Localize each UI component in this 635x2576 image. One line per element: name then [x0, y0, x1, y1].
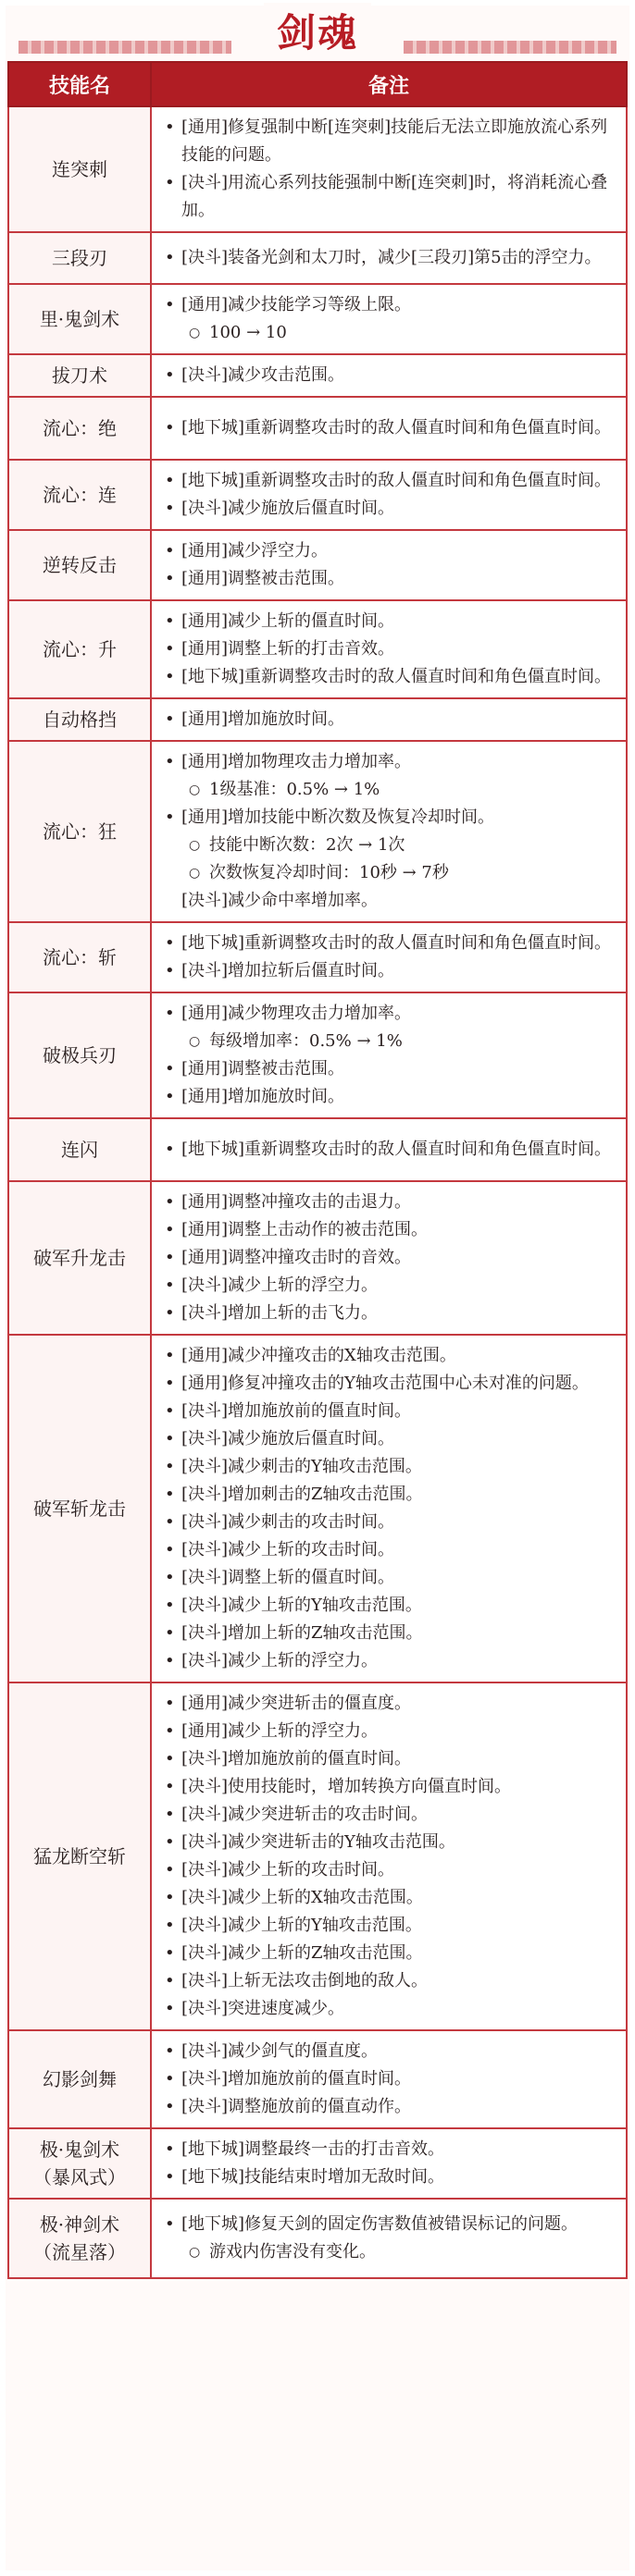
note-text: [通用]增加技能中断次数及恢复冷却时间。 — [181, 807, 495, 827]
note-item — [181, 706, 615, 733]
title-decoration-left — [19, 41, 231, 54]
table-row — [8, 232, 627, 284]
note-item — [181, 930, 615, 957]
note-item — [181, 1829, 615, 1856]
skill-notes — [151, 922, 627, 992]
note-item — [181, 414, 615, 442]
table-row — [8, 2128, 627, 2199]
note-text: [地下城]重新调整攻击时的敌人僵直时间和角色僵直时间。 — [181, 1140, 612, 1159]
note-text: [决斗]增加施放前的僵直时间。 — [181, 1401, 412, 1421]
title-bar — [0, 0, 635, 61]
skill-name: 极·鬼剑术 （暴风式） — [8, 2128, 151, 2199]
note-list — [161, 414, 615, 442]
note-text: [决斗]减少剑气的僵直度。 — [181, 2041, 379, 2061]
skill-name: 破军斩龙击 — [8, 1335, 151, 1682]
note-text: [通用]增加施放时间。 — [181, 709, 345, 729]
sub-note-item: ○ 100 → 10 — [209, 319, 615, 347]
page-title: 剑魂 — [264, 3, 371, 58]
note-item — [181, 1342, 615, 1370]
table-row — [8, 1181, 627, 1335]
table-row — [8, 460, 627, 530]
note-text: [通用]调整被击范围。 — [181, 569, 345, 588]
note-item — [181, 1000, 615, 1055]
note-item — [181, 1272, 615, 1300]
note-text: [决斗]减少施放后僵直时间。 — [181, 499, 395, 518]
note-list — [161, 467, 615, 523]
skill-name: 自动格挡 — [8, 698, 151, 741]
skill-name: 流心：连 — [8, 460, 151, 530]
skill-notes — [151, 1335, 627, 1682]
note-text: [决斗]减少刺击的攻击时间。 — [181, 1512, 395, 1532]
table-row — [8, 2199, 627, 2278]
sub-note-item: ○ 游戏内伤害没有变化。 — [209, 2238, 615, 2266]
note-item — [181, 804, 615, 887]
note-text: [决斗]减少上斩的X轴攻击范围。 — [181, 1888, 423, 1907]
note-text: [地下城]调整最终一击的打击音效。 — [181, 2139, 445, 2159]
sub-note-list — [181, 2238, 615, 2266]
skill-notes — [151, 698, 627, 741]
sub-note-list — [181, 776, 615, 804]
note-list — [161, 114, 615, 225]
note-item — [181, 957, 615, 985]
note-text: [决斗]上斩无法攻击倒地的敌人。 — [181, 1971, 429, 1991]
note-item — [181, 1536, 615, 1564]
header-notes: 备注 — [151, 62, 627, 106]
note-text: [地下城]重新调整攻击时的敌人僵直时间和角色僵直时间。 — [181, 471, 612, 490]
note-text: [通用]减少浮空力。 — [181, 541, 329, 561]
skill-notes — [151, 284, 627, 354]
note-text: [决斗]增加刺击的Z轴攻击范围。 — [181, 1485, 423, 1504]
note-text: [通用]增加施放时间。 — [181, 1087, 345, 1106]
note-item — [181, 1370, 615, 1398]
note-list — [161, 291, 615, 347]
note-item — [181, 1136, 615, 1164]
note-item — [181, 1801, 615, 1829]
skill-notes — [151, 232, 627, 284]
note-text: [地下城]重新调整攻击时的敌人僵直时间和角色僵直时间。 — [181, 667, 612, 686]
skill-notes — [151, 354, 627, 397]
note-item — [181, 1647, 615, 1675]
note-item — [181, 114, 615, 169]
note-list — [161, 1342, 615, 1675]
note-text: [通用]减少上斩的僵直时间。 — [181, 611, 395, 631]
skill-name: 猛龙断空斩 — [8, 1682, 151, 2030]
note-list — [161, 1000, 615, 1111]
table-row — [8, 106, 627, 232]
note-item — [181, 663, 615, 691]
note-item — [181, 2065, 615, 2093]
note-text: [决斗]减少上斩的浮空力。 — [181, 1651, 379, 1670]
table-row — [8, 922, 627, 992]
note-item — [181, 1592, 615, 1620]
note-list — [161, 362, 615, 389]
note-item — [181, 1967, 615, 1995]
note-item — [181, 291, 615, 347]
sub-note-item: ○ 每级增加率：0.5% → 1% — [209, 1028, 615, 1055]
skill-notes — [151, 2128, 627, 2199]
note-item — [181, 1189, 615, 1216]
note-list — [161, 2038, 615, 2121]
sub-note-list — [181, 319, 615, 347]
note-text: [决斗]增加上斩的Z轴攻击范围。 — [181, 1623, 423, 1643]
title-decoration-right — [404, 41, 616, 54]
skill-notes — [151, 397, 627, 460]
note-item — [181, 1398, 615, 1425]
skill-name: 破军升龙击 — [8, 1181, 151, 1335]
skill-name: 极·神剑术 （流星落） — [8, 2199, 151, 2278]
note-text: [地下城]技能结束时增加无敌时间。 — [181, 2167, 445, 2187]
note-text: [通用]减少物理攻击力增加率。 — [181, 1004, 412, 1023]
sub-note-list — [181, 1028, 615, 1055]
note-list — [161, 1690, 615, 2023]
table-row — [8, 2030, 627, 2128]
note-text: [通用]调整被击范围。 — [181, 1059, 345, 1078]
note-text: [决斗]增加施放前的僵直时间。 — [181, 2069, 412, 2089]
note-item — [181, 2211, 615, 2266]
note-text: [决斗]增加拉斩后僵直时间。 — [181, 961, 395, 980]
table-row — [8, 698, 627, 741]
note-item — [181, 1055, 615, 1083]
note-item — [181, 495, 615, 523]
skill-notes — [151, 106, 627, 232]
note-text: [决斗]减少刺击的Y轴攻击范围。 — [181, 1457, 422, 1476]
sub-note-list — [181, 832, 615, 887]
skill-name: 流心：绝 — [8, 397, 151, 460]
note-text: [通用]减少上斩的浮空力。 — [181, 1721, 379, 1741]
note-text: [决斗]减少上斩的Z轴攻击范围。 — [181, 1943, 423, 1963]
skill-name: 三段刃 — [8, 232, 151, 284]
skill-notes — [151, 2030, 627, 2128]
note-text: [通用]调整上斩的打击音效。 — [181, 639, 395, 659]
note-item — [181, 608, 615, 635]
note-item — [181, 1453, 615, 1481]
note-item — [181, 537, 615, 565]
note-item — [181, 2136, 615, 2163]
note-text-plain: [决斗]减少命中率增加率。 — [181, 891, 379, 910]
note-item — [181, 1244, 615, 1272]
note-text: [决斗]装备光剑和太刀时，减少[三段刃]第5击的浮空力。 — [181, 248, 602, 267]
note-text: [通用]减少技能学习等级上限。 — [181, 295, 412, 314]
note-item — [181, 1745, 615, 1773]
note-text: [决斗]突进速度减少。 — [181, 1999, 345, 2018]
note-item — [181, 1481, 615, 1509]
note-item — [181, 565, 615, 593]
note-item — [181, 1690, 615, 1718]
note-list — [161, 930, 615, 985]
sub-note-item: ○ 1级基准：0.5% → 1% — [209, 776, 615, 804]
skill-name: 幻影剑舞 — [8, 2030, 151, 2128]
note-item — [181, 1912, 615, 1940]
note-list — [161, 2211, 615, 2266]
note-text: [通用]修复冲撞攻击的Y轴攻击范围中心未对准的问题。 — [181, 1374, 589, 1393]
note-list — [161, 244, 615, 272]
note-item — [181, 1564, 615, 1592]
note-text: [决斗]减少突进斩击的Y轴攻击范围。 — [181, 1832, 455, 1852]
note-list — [161, 748, 615, 887]
table-header-row — [8, 62, 627, 106]
note-text: [决斗]减少施放后僵直时间。 — [181, 1429, 395, 1448]
skill-name: 里·鬼剑术 — [8, 284, 151, 354]
note-text: [通用]减少突进斩击的僵直度。 — [181, 1694, 412, 1713]
skill-name: 逆转反击 — [8, 530, 151, 600]
skill-notes-table — [7, 61, 628, 2279]
note-list — [161, 537, 615, 593]
skill-notes — [151, 2199, 627, 2278]
note-text: [通用]修复强制中断[连突刺]技能后无法立即施放流心系列技能的问题。 — [181, 117, 608, 165]
note-text: [地下城]重新调整攻击时的敌人僵直时间和角色僵直时间。 — [181, 933, 612, 953]
sub-note-item: ○ 次数恢复冷却时间：10秒 → 7秒 — [209, 859, 615, 887]
skill-name: 拔刀术 — [8, 354, 151, 397]
note-list — [161, 706, 615, 733]
skill-notes — [151, 1682, 627, 2030]
table-row — [8, 354, 627, 397]
note-text: [决斗]减少上斩的攻击时间。 — [181, 1540, 395, 1559]
note-text: [决斗]调整施放前的僵直动作。 — [181, 2097, 412, 2116]
note-list — [161, 1189, 615, 1327]
skill-notes — [151, 992, 627, 1118]
note-list — [161, 608, 615, 691]
skill-notes — [151, 460, 627, 530]
note-item — [181, 467, 615, 495]
skill-name: 流心：斩 — [8, 922, 151, 992]
note-item — [181, 244, 615, 272]
note-item — [181, 169, 615, 225]
skill-name: 破极兵刃 — [8, 992, 151, 1118]
note-item — [181, 1620, 615, 1647]
note-text: [决斗]减少上斩的攻击时间。 — [181, 1860, 395, 1880]
note-item — [181, 362, 615, 389]
skill-notes — [151, 530, 627, 600]
table-row — [8, 992, 627, 1118]
note-list — [161, 2136, 615, 2191]
skill-name: 连突刺 — [8, 106, 151, 232]
note-text: [决斗]增加施放前的僵直时间。 — [181, 1749, 412, 1769]
table-row — [8, 530, 627, 600]
note-text: [通用]减少冲撞攻击的X轴攻击范围。 — [181, 1346, 456, 1365]
note-item — [181, 1995, 615, 2023]
note-text: [决斗]减少突进斩击的攻击时间。 — [181, 1805, 429, 1824]
table-row — [8, 600, 627, 698]
note-text: [决斗]使用技能时，增加转换方向僵直时间。 — [181, 1777, 512, 1796]
skill-notes — [151, 1181, 627, 1335]
note-item — [181, 1083, 615, 1111]
note-text: [决斗]减少攻击范围。 — [181, 365, 345, 385]
note-text: [通用]增加物理攻击力增加率。 — [181, 752, 412, 771]
skill-name: 流心：狂 — [8, 741, 151, 922]
note-text: [决斗]增加上斩的击飞力。 — [181, 1303, 379, 1323]
table-row — [8, 284, 627, 354]
note-item — [181, 1940, 615, 1967]
note-item — [181, 1216, 615, 1244]
note-item — [181, 1884, 615, 1912]
note-list — [161, 1136, 615, 1164]
note-item — [181, 1509, 615, 1536]
header-skill-name: 技能名 — [8, 62, 151, 106]
table-row — [8, 1682, 627, 2030]
note-text: [地下城]修复天剑的固定伤害数值被错误标记的问题。 — [181, 2214, 579, 2234]
skill-name: 流心：升 — [8, 600, 151, 698]
note-item — [181, 1718, 615, 1745]
table-row — [8, 1118, 627, 1181]
note-item — [181, 2038, 615, 2065]
table-row — [8, 397, 627, 460]
note-text: [通用]调整冲撞攻击的击退力。 — [181, 1192, 412, 1212]
table-row — [8, 741, 627, 922]
note-item — [181, 1300, 615, 1327]
note-item — [181, 748, 615, 804]
note-text: [决斗]用流心系列技能强制中断[连突刺]时，将消耗流心叠加。 — [181, 173, 608, 220]
note-text: [通用]调整冲撞攻击时的音效。 — [181, 1248, 412, 1267]
table-row — [8, 1335, 627, 1682]
skill-notes — [151, 600, 627, 698]
note-item — [181, 635, 615, 663]
note-item — [181, 1425, 615, 1453]
skill-notes — [151, 741, 627, 922]
note-text: [地下城]重新调整攻击时的敌人僵直时间和角色僵直时间。 — [181, 418, 612, 438]
note-text: [通用]调整上击动作的被击范围。 — [181, 1220, 429, 1239]
note-item — [181, 1856, 615, 1884]
sub-note-item: ○ 技能中断次数：2次 → 1次 — [209, 832, 615, 859]
note-text: [决斗]调整上斩的僵直时间。 — [181, 1568, 395, 1587]
skill-name: 连闪 — [8, 1118, 151, 1181]
note-text: [决斗]减少上斩的浮空力。 — [181, 1276, 379, 1295]
note-item — [181, 1773, 615, 1801]
note-text: [决斗]减少上斩的Y轴攻击范围。 — [181, 1916, 422, 1935]
note-item — [181, 2163, 615, 2191]
note-text: [决斗]减少上斩的Y轴攻击范围。 — [181, 1596, 422, 1615]
note-item — [181, 2093, 615, 2121]
skill-notes — [151, 1118, 627, 1181]
